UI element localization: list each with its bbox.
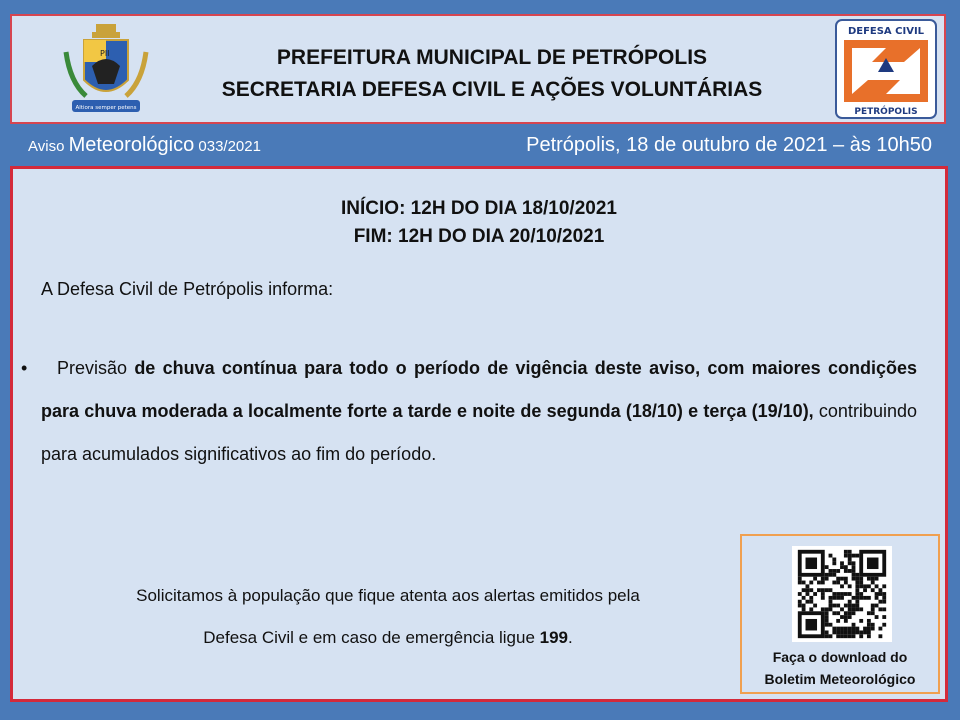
coat-of-arms-icon [56, 22, 156, 118]
header-line-2: SECRETARIA DEFESA CIVIL E AÇÕES VOLUNTÁRIAS [221, 78, 763, 101]
closing-line-2 [33, 617, 743, 659]
logo-bottom-text: PETRÓPOLIS [854, 107, 918, 117]
coat-motto: Altiora semper petens [75, 105, 137, 111]
forecast-part-1: Previsão [57, 358, 135, 378]
shield-text: PII [100, 49, 110, 58]
advisory-number [28, 134, 261, 157]
qr-caption-line-2: Boletim Meteorológico [764, 671, 916, 687]
period-start: INÍCIO: 12H DO DIA 18/10/2021 [341, 198, 617, 219]
meteorologico-label: Meteorológico [68, 134, 195, 156]
bulletin-download-box[interactable] [740, 534, 940, 694]
advisory-panel [10, 166, 948, 702]
qr-caption-line-1: Faça o download do [772, 649, 908, 665]
closing-message [33, 575, 743, 659]
aviso-label: Aviso [28, 138, 65, 155]
qr-code-icon[interactable] [792, 546, 892, 642]
closing-line-2-text: Defesa Civil e em caso de emergência ligue [203, 628, 540, 647]
forecast-bullet [21, 347, 917, 476]
bullet-marker: • [21, 358, 28, 378]
period-end: FIM: 12H DO DIA 20/10/2021 [353, 226, 605, 247]
qr-caption [742, 646, 938, 690]
logo-top-text: DEFESA CIVIL [847, 26, 925, 37]
forecast-text [41, 347, 917, 476]
header-banner [10, 14, 946, 124]
place-date: Petrópolis, 18 de outubro de 2021 – às 10h50 [526, 134, 932, 156]
forecast-part-2: de chuva contínua para todo o período de vigência deste aviso, com maiores condições para chuva moderada a localmente forte a tarde e noite de segunda (18/10) e terça (19/10), [41, 358, 917, 421]
forecast-part-3: contribuindo para acumulados significativos ao fim do período. [41, 401, 917, 464]
civil-defense-logo-icon [834, 18, 938, 120]
closing-line-1: Solicitamos à população que fique atenta aos alertas emitidos pela [136, 586, 640, 605]
validity-period [13, 195, 945, 251]
closing-line-2-end: . [568, 628, 573, 647]
intro-text: A Defesa Civil de Petrópolis informa: [41, 279, 334, 299]
advisory-id: 033/2021 [198, 138, 261, 155]
header-line-1: PREFEITURA MUNICIPAL DE PETRÓPOLIS [276, 46, 708, 69]
header-titles [162, 42, 822, 106]
emergency-number: 199 [539, 628, 569, 647]
